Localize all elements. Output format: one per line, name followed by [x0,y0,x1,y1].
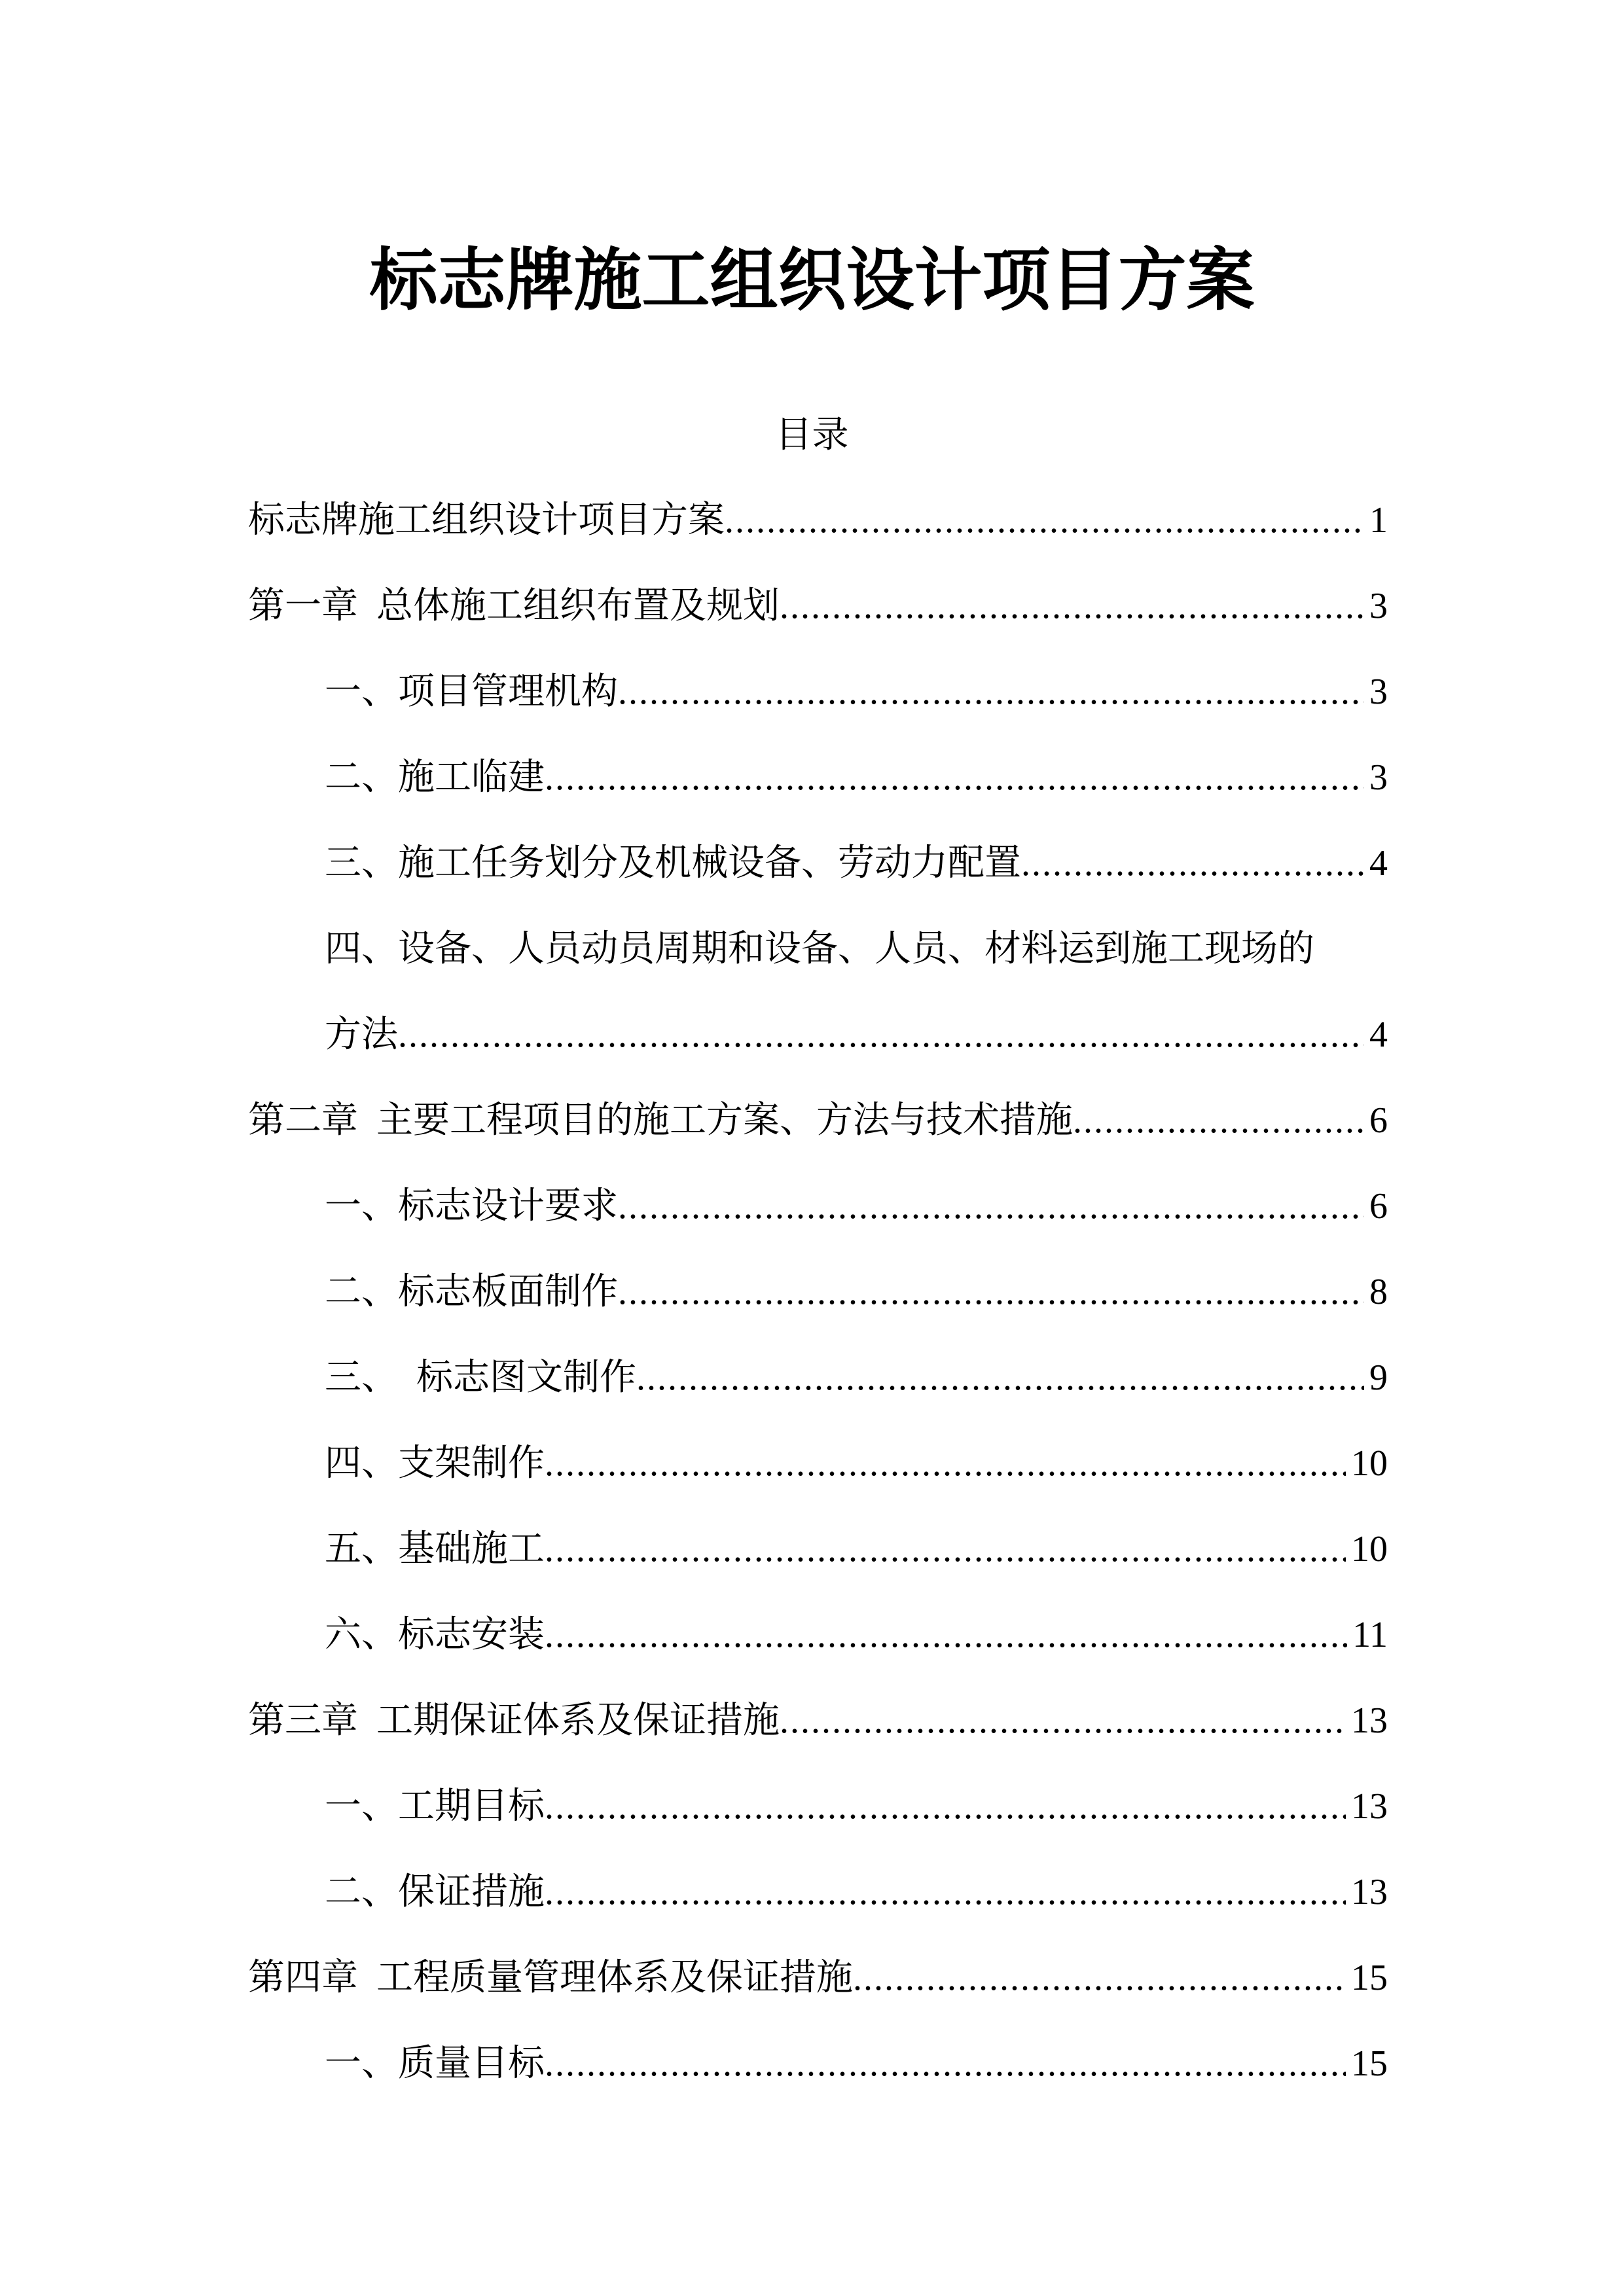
toc-entry[interactable] [325,821,1388,906]
toc-entry-page: 13 [1346,1764,1388,1850]
toc-entry-page: 15 [1346,2021,1388,2107]
toc-entry-page: 11 [1347,1592,1388,1678]
toc-entry-page: 10 [1346,1421,1388,1507]
toc-entry-page: 4 [1364,992,1388,1078]
toc-entry[interactable] [325,2021,1388,2107]
toc-entry-page: 3 [1364,735,1388,821]
toc-entry[interactable] [325,906,1388,1078]
toc-entry[interactable] [325,649,1388,735]
toc-entry-page: 1 [1364,478,1388,564]
toc-entry-title: 三、 标志图文制作 ..... [325,1357,636,1398]
toc-entry-page: 4 [1364,821,1388,906]
toc-entry[interactable] [325,1507,1388,1592]
toc-entry-page: 13 [1346,1850,1388,1935]
toc-entry[interactable] [248,478,1388,564]
toc-entry-title: 三、施工任务划分及机械设备、劳动力配置 ..... [325,843,1021,884]
toc-entry-page: 6 [1364,1078,1388,1164]
toc-entry[interactable] [325,1421,1388,1507]
toc-entry-page: 8 [1364,1249,1388,1335]
toc-entry-page: 15 [1346,1935,1388,2021]
toc-entry[interactable] [325,1764,1388,1850]
toc-entry[interactable] [325,1335,1388,1421]
toc-entry-title: 二、施工临建 ..... [325,757,545,798]
table-of-contents [248,478,1388,2107]
toc-entry-page: 13 [1346,1678,1388,1764]
toc-entry-title: 二、保证措施 ..... [325,1872,545,1912]
toc-entry-title: 标志牌施工组织设计项目方案 ..... [248,500,725,541]
toc-entry-title: 一、工期目标 ..... [325,1786,545,1827]
toc-entry-page: 3 [1364,564,1388,649]
toc-entry-title: 四、设备、人员动员周期和设备、人员、材料运到施工现场的方法 ..... [325,929,1314,1055]
document-title: 标志牌施工组织设计项目方案 [369,243,1255,319]
toc-entry[interactable] [325,1850,1388,1935]
toc-entry[interactable] [248,1678,1388,1764]
toc-entry[interactable] [325,1164,1388,1249]
toc-entry-title: 一、标志设计要求 ..... [325,1186,618,1227]
toc-entry-page: 9 [1364,1335,1388,1421]
toc-entry-title: 第四章 工程质量管理体系及保证措施 ..... [248,1958,853,1998]
toc-entry-title: 第一章 总体施工组织布置及规划 ..... [248,586,780,626]
toc-entry[interactable] [248,1078,1388,1164]
toc-entry-page: 6 [1364,1164,1388,1249]
toc-entry[interactable] [248,1935,1388,2021]
toc-entry[interactable] [248,564,1388,649]
toc-entry-title: 五、基础施工 ..... [325,1529,545,1570]
toc-entry-page: 10 [1346,1507,1388,1592]
toc-entry-title: 第二章 主要工程项目的施工方案、方法与技术措施 ..... [248,1100,1073,1141]
toc-entry-title: 第三章 工期保证体系及保证措施 ..... [248,1700,780,1741]
toc-entry[interactable] [325,1592,1388,1678]
toc-heading: 目录 [775,415,849,456]
toc-entry-title: 二、标志板面制作 ..... [325,1272,618,1312]
toc-entry[interactable] [325,735,1388,821]
toc-entry-title: 一、项目管理机构 ..... [325,672,618,712]
toc-entry-title: 六、标志安装 ..... [325,1615,545,1655]
toc-entry[interactable] [325,1249,1388,1335]
toc-entry-title: 四、支架制作 ..... [325,1443,545,1484]
toc-entry-title: 一、质量目标 ..... [325,2043,545,2084]
toc-entry-page: 3 [1364,649,1388,735]
